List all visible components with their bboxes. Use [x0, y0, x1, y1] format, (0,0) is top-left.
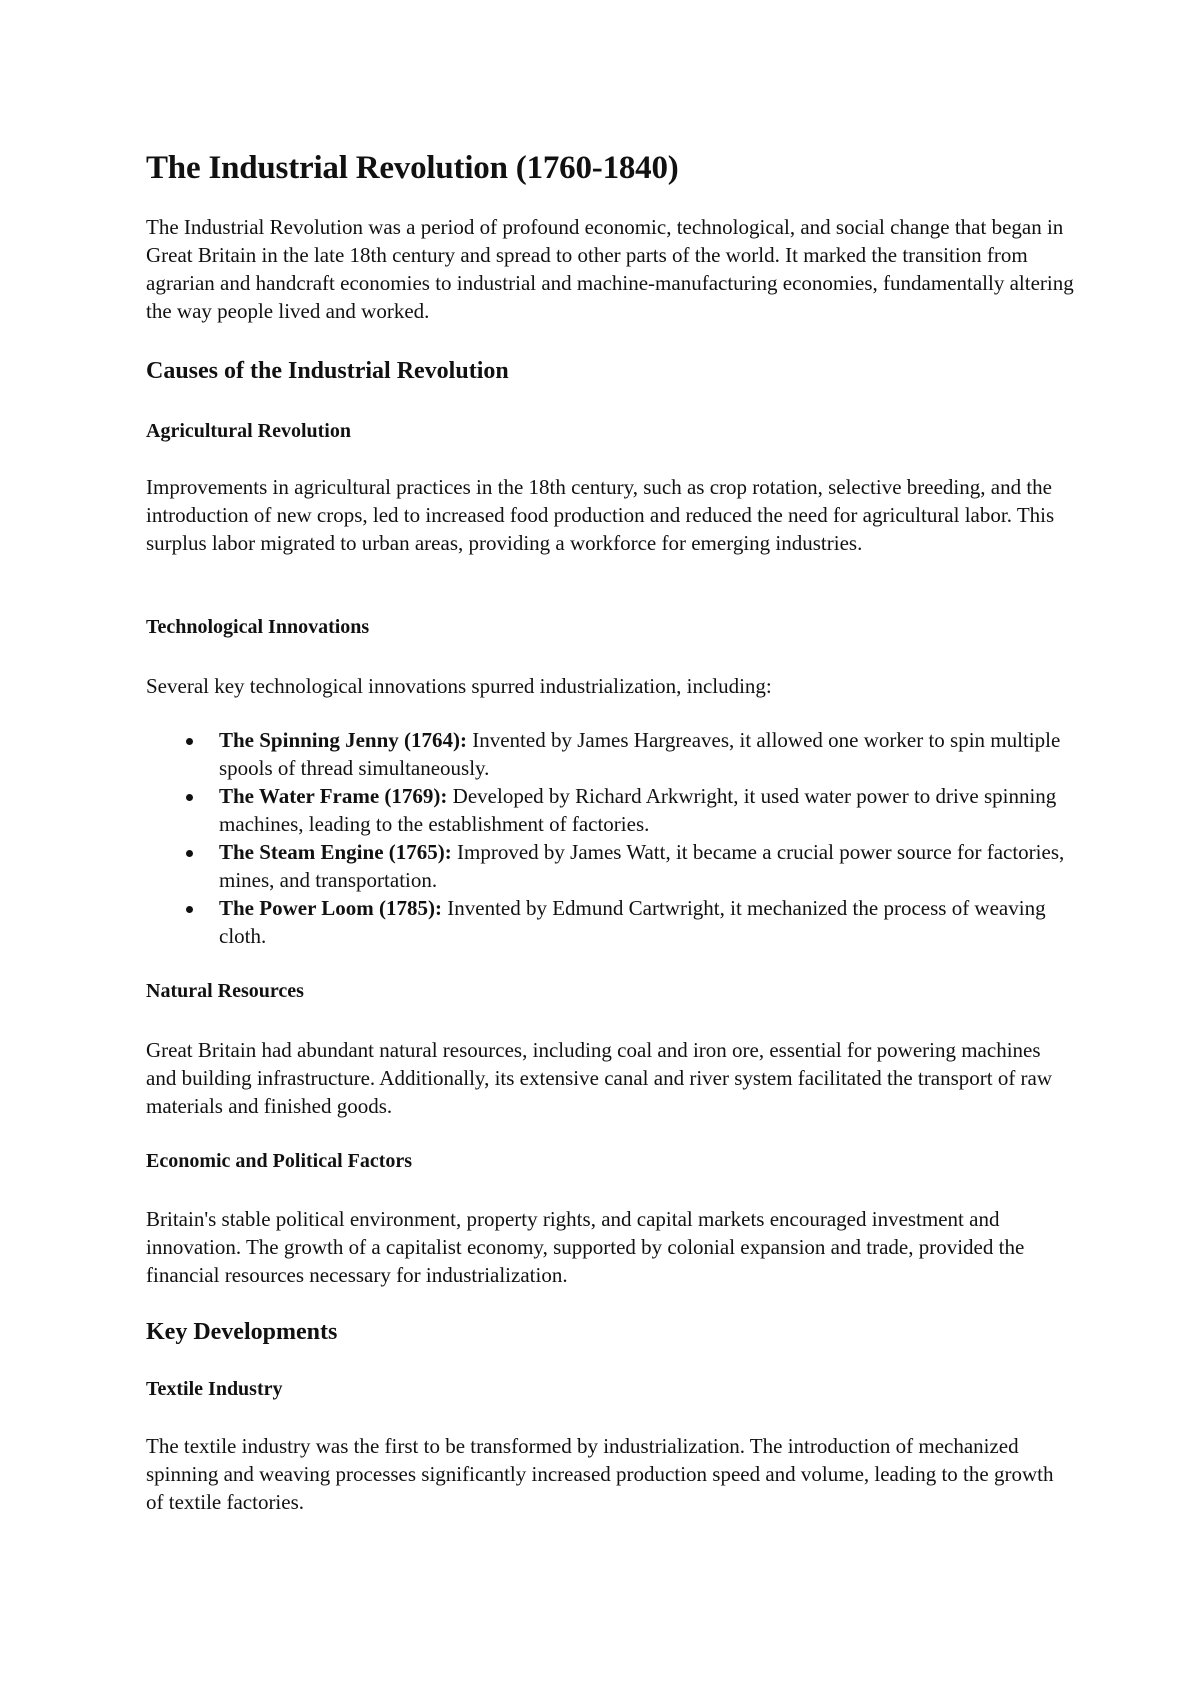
innovations-list-block	[146, 726, 1076, 950]
innovation-desc: Developed by Richard Arkwright, it used water power to drive spinning machines, leading to the establishment of factories.	[219, 784, 1057, 836]
bullet-icon	[186, 794, 193, 801]
page-title: The Industrial Revolution (1760-1840)	[146, 150, 679, 186]
economic-heading: Economic and Political Factors	[146, 1150, 413, 1172]
innovation-name: The Water Frame (1769):	[219, 784, 448, 808]
technological-heading-block	[146, 616, 1076, 639]
list-item	[146, 782, 1076, 838]
developments-heading-block	[146, 1319, 1076, 1346]
intro-paragraph-block	[146, 213, 1076, 325]
technological-paragraph-block	[146, 672, 1076, 700]
agricultural-heading: Agricultural Revolution	[146, 420, 351, 442]
list-item	[146, 894, 1076, 950]
causes-heading: Causes of the Industrial Revolution	[146, 358, 509, 384]
bullet-icon	[186, 738, 193, 745]
textile-heading-block	[146, 1378, 1076, 1401]
innovation-name: The Power Loom (1785):	[219, 896, 442, 920]
innovation-name: The Spinning Jenny (1764):	[219, 728, 467, 752]
natural-heading-block	[146, 980, 1076, 1003]
list-item	[146, 726, 1076, 782]
economic-paragraph: Britain's stable political environment, property rights, and capital markets encouraged investment and innovation. The growth of a capitalist economy, supported by colonial expansion and trade, provided the financial resources necessary for industrialization.	[146, 1207, 1025, 1287]
innovation-desc: Invented by Edmund Cartwright, it mechanized the process of weaving cloth.	[219, 896, 1046, 948]
textile-paragraph: The textile industry was the first to be transformed by industrialization. The introduction of mechanized spinning and weaving processes significantly increased production speed and volume, leading to the growth of textile factories.	[146, 1434, 1054, 1514]
technological-heading: Technological Innovations	[146, 616, 370, 638]
natural-heading: Natural Resources	[146, 980, 304, 1002]
innovation-name: The Steam Engine (1765):	[219, 840, 452, 864]
agricultural-paragraph: Improvements in agricultural practices in the 18th century, such as crop rotation, selective breeding, and the introduction of new crops, led to increased food production and reduced the need for agricultural labor. This surplus labor migrated to urban areas, providing a workforce for emerging industries.	[146, 475, 1055, 555]
economic-heading-block	[146, 1150, 1076, 1173]
agricultural-paragraph-block	[146, 473, 1076, 557]
bullet-icon	[186, 850, 193, 857]
innovation-desc: Improved by James Watt, it became a crucial power source for factories, mines, and transportation.	[219, 840, 1065, 892]
bullet-icon	[186, 906, 193, 913]
innovations-list	[146, 726, 1076, 950]
economic-paragraph-block	[146, 1205, 1076, 1289]
natural-paragraph-block	[146, 1036, 1076, 1120]
innovation-desc: Invented by James Hargreaves, it allowed one worker to spin multiple spools of thread simultaneously.	[219, 728, 1061, 780]
textile-paragraph-block	[146, 1432, 1076, 1516]
developments-heading: Key Developments	[146, 1319, 338, 1345]
natural-paragraph: Great Britain had abundant natural resources, including coal and iron ore, essential for powering machines and building infrastructure. Additionally, its extensive canal and river system facilitated the transport of raw materials and finished goods.	[146, 1038, 1053, 1118]
causes-heading-block	[146, 358, 1076, 385]
list-item	[146, 838, 1076, 894]
textile-heading: Textile Industry	[146, 1378, 283, 1400]
technological-paragraph: Several key technological innovations spurred industrialization, including:	[146, 674, 772, 698]
intro-paragraph: The Industrial Revolution was a period of profound economic, technological, and social change that began in Great Britain in the late 18th century and spread to other parts of the world. It marked the transition from agrarian and handcraft economies to industrial and machine-manufacturing economies, fundamentally altering the way people lived and worked.	[146, 215, 1074, 323]
agricultural-heading-block	[146, 420, 1076, 443]
